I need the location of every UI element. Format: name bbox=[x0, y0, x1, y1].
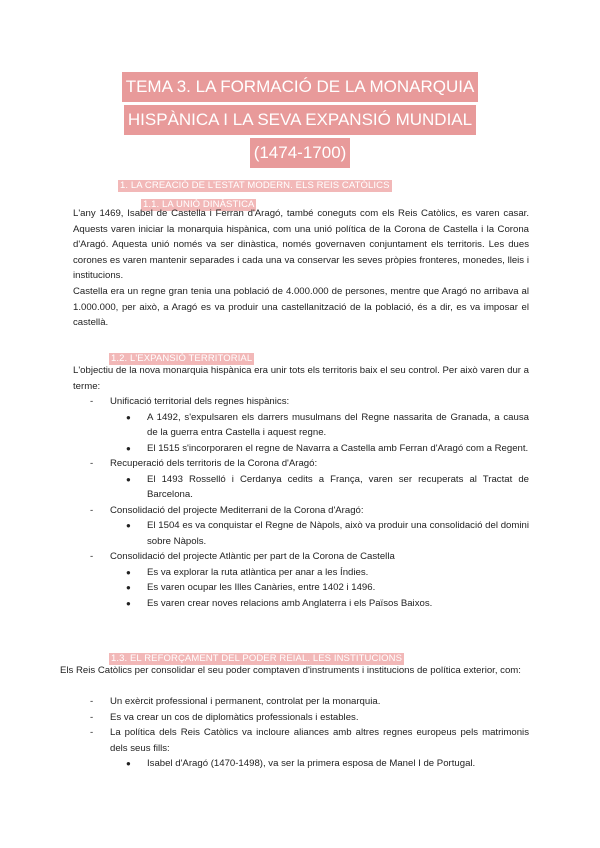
dash-marker: - bbox=[90, 696, 94, 707]
bullet-item bbox=[110, 441, 529, 457]
bullet-item bbox=[110, 518, 529, 549]
list-item-text: La política dels Reis Catòlics va incloure aliances amb altres regnes europeus pels matrimonis dels seus fills: bbox=[110, 727, 529, 754]
paragraph-institutions-intro: Els Reis Catòlics per consolidar el seu poder comptaven d'instruments i institucions de política exterior, com: bbox=[60, 665, 521, 676]
list-item bbox=[73, 694, 529, 710]
bullet-marker: ● bbox=[126, 567, 131, 577]
page-title bbox=[0, 72, 600, 171]
subsection-1-3-heading: 1.3. EL REFORÇAMENT DEL PODER REIAL. LES INSTITUCIONS bbox=[111, 653, 403, 664]
bullet-list bbox=[110, 518, 529, 549]
bullet-marker: ● bbox=[126, 412, 131, 422]
title-line-1: TEMA 3. LA FORMACIÓ DE LA MONARQUIA bbox=[122, 72, 479, 102]
bullet-list bbox=[110, 410, 529, 457]
bullet-text: Es va explorar la ruta atlàntica per anar a les Índies. bbox=[147, 566, 369, 578]
institutions-list bbox=[73, 694, 529, 772]
bullet-text: A 1492, s'expulsaren els darrers musulmans del Regne nassarita de Granada, a causa de la guerra entra Castella i aquest regne. bbox=[147, 411, 529, 438]
paragraph-expansion-intro: L'objectiu de la nova monarquia hispànica era unir tots els territoris baix el seu control. Per això varen dur a terme: bbox=[73, 365, 529, 392]
section-1-heading: 1. LA CREACIÓ DE L'ESTAT MODERN. ELS REIS CATÒLICS bbox=[120, 180, 390, 191]
dash-marker: - bbox=[90, 504, 94, 516]
dash-marker: - bbox=[90, 396, 94, 407]
list-item-label: Consolidació del projecte Atlàntic per part de la Corona de Castella bbox=[110, 551, 395, 562]
list-item-text: Es va crear un cos de diplomàtics professionals i estables. bbox=[110, 711, 359, 723]
list-item bbox=[73, 725, 529, 772]
bullet-text: El 1504 es va conquistar el Regne de Nàpols, això va produir una consolidació del domini sobre Nàpols. bbox=[147, 520, 529, 547]
title-line-2: HISPÀNICA I LA SEVA EXPANSIÓ MUNDIAL bbox=[124, 105, 476, 135]
paragraph-population: Castella era un regne gran tenia una població de 4.000.000 de persones, mentre que Aragó no arribava al 1.000.000, per això, a Aragó es va produir una castellanització de la població, és a dir, es va imposar el castellà. bbox=[73, 286, 529, 328]
bullet-text: Es varen ocupar les Illes Canàries, entre 1402 i 1496. bbox=[147, 582, 376, 593]
list-item bbox=[73, 710, 529, 726]
bullet-marker: ● bbox=[126, 759, 131, 768]
bullet-list bbox=[110, 756, 529, 772]
title-line-3: (1474-1700) bbox=[250, 138, 351, 168]
bullet-marker: ● bbox=[126, 443, 131, 453]
bullet-item bbox=[110, 580, 529, 596]
paragraph-union: L'any 1469, Isabel de Castella i Ferran d'Aragó, també coneguts com els Reis Catòlics, es varen casar. Aquests varen iniciar la monarquia hispànica, com una unió política de la Corona de Castella i la Corona d'Aragó. Aquesta unió només va ser dinàstica, només governaven conjuntament els territoris. Les dues corones es varen mantenir separades i cada una va conservar les seves pròpies fronteres, monedes, lleis i institucions. bbox=[73, 208, 529, 281]
dash-marker: - bbox=[90, 727, 94, 738]
bullet-marker: ● bbox=[126, 583, 131, 592]
bullet-marker: ● bbox=[126, 521, 131, 530]
expansion-list bbox=[73, 394, 529, 611]
bullet-text: El 1515 s'incorporaren el regne de Navarra a Castella amb Ferran d'Aragó com a Regent. bbox=[147, 442, 529, 454]
dash-marker: - bbox=[90, 711, 94, 723]
bullet-item bbox=[110, 410, 529, 441]
dash-marker: - bbox=[90, 458, 94, 469]
bullet-item bbox=[110, 472, 529, 503]
list-item-label: Recuperació dels territoris de la Corona d'Aragó: bbox=[110, 458, 318, 469]
bullet-list bbox=[110, 472, 529, 503]
list-item-label: Unificació territorial dels regnes hispànics: bbox=[110, 396, 290, 407]
bullet-item bbox=[110, 565, 529, 581]
list-item bbox=[73, 456, 529, 503]
dash-marker: - bbox=[90, 551, 94, 562]
subsection-1-2-heading: 1.2. L'EXPANSIÓ TERRITORIAL bbox=[111, 353, 253, 364]
bullet-marker: ● bbox=[126, 474, 131, 484]
bullet-text: El 1493 Rosselló i Cerdanya cedits a França, varen ser recuperats al Tractat de Barcelona. bbox=[147, 473, 529, 500]
bullet-marker: ● bbox=[126, 598, 131, 608]
list-item bbox=[73, 394, 529, 456]
list-item bbox=[73, 503, 529, 550]
bullet-item bbox=[110, 596, 529, 612]
list-item bbox=[73, 549, 529, 611]
list-item-label: Consolidació del projecte Mediterrani de la Corona d'Aragó: bbox=[110, 504, 364, 516]
bullet-text: Es varen crear noves relacions amb Anglaterra i els Països Baixos. bbox=[147, 597, 433, 609]
bullet-text: Isabel d'Aragó (1470-1498), va ser la primera esposa de Manel I de Portugal. bbox=[147, 758, 476, 769]
subsection-1-1-heading: 1.1. LA UNIÓ DINÀSTICA bbox=[143, 199, 255, 210]
bullet-list bbox=[110, 565, 529, 612]
list-item-text: Un exèrcit professional i permanent, controlat per la monarquia. bbox=[110, 696, 381, 707]
bullet-item bbox=[110, 756, 529, 772]
